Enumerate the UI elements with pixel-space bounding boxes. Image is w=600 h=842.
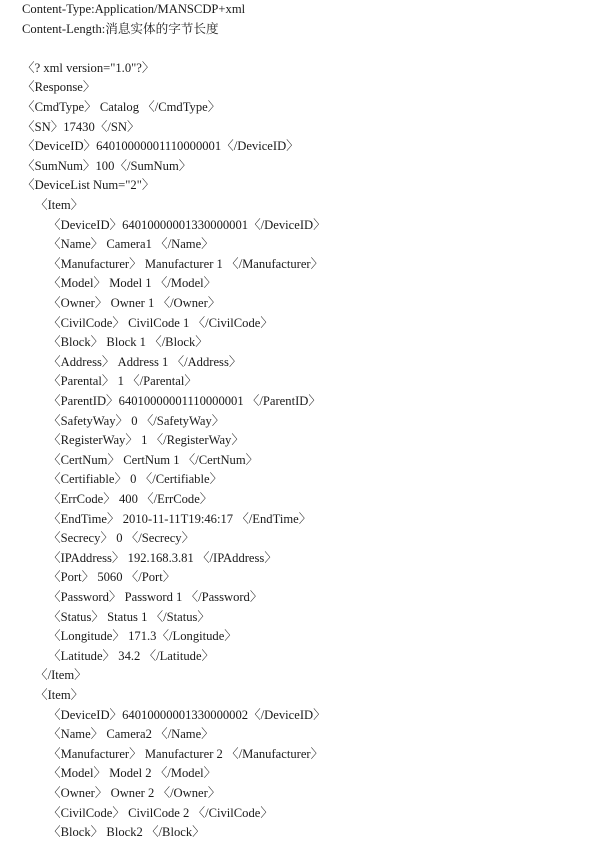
code-line: 〈Model〉 Model 1 〈/Model〉 — [48, 276, 217, 291]
code-line: 〈Certifiable〉 0 〈/Certifiable〉 — [48, 472, 223, 487]
code-line: 〈IPAddress〉 192.168.3.81 〈/IPAddress〉 — [48, 550, 277, 565]
code-line: 〈Address〉 Address 1 〈/Address〉 — [48, 354, 242, 369]
code-line: 〈CmdType〉 Catalog 〈/CmdType〉 — [22, 100, 221, 114]
code-line: 〈DeviceList Num="2"〉 — [22, 178, 155, 193]
code-line: 〈DeviceID〉64010000001110000001〈/DeviceID〉 — [22, 139, 299, 154]
code-line: 〈Item〉 — [35, 198, 84, 212]
code-line: 〈Name〉 Camera2 〈/Name〉 — [48, 727, 214, 742]
code-line: 〈SN〉17430〈/SN〉 — [22, 119, 140, 134]
code-line: 〈Secrecy〉 0 〈/Secrecy〉 — [48, 531, 195, 546]
code-line: 〈ParentID〉64010000001110000001 〈/ParentID〉 — [48, 394, 321, 408]
code-line: 〈Parental〉 1 〈/Parental〉 — [48, 374, 197, 389]
code-line: 〈ErrCode〉 400 〈/ErrCode〉 — [48, 492, 213, 506]
code-line: 〈CertNum〉 CertNum 1 〈/CertNum〉 — [48, 452, 259, 467]
code-line: 〈Latitude〉 34.2 〈/Latitude〉 — [48, 648, 215, 663]
code-line: 〈Manufacturer〉 Manufacturer 1 〈/Manufacturer〉 — [48, 256, 324, 271]
code-line: Content-Type:Application/MANSCDP+xml — [22, 2, 246, 16]
code-line: 〈Block〉 Block 1 〈/Block〉 — [48, 335, 208, 350]
code-line: 〈Model〉 Model 2 〈/Model〉 — [48, 766, 217, 781]
code-line: 〈? xml version="1.0"?〉 — [22, 60, 155, 75]
code-line: Content-Length:消息实体的字节长度 — [22, 21, 219, 36]
code-line: 〈DeviceID〉64010000001330000001〈/DeviceID〉 — [48, 217, 326, 232]
code-line: 〈RegisterWay〉 1 〈/RegisterWay〉 — [48, 433, 244, 448]
code-line: 〈DeviceID〉64010000001330000002〈/DeviceID〉 — [48, 707, 326, 722]
code-line: 〈Status〉 Status 1 〈/Status〉 — [48, 609, 210, 624]
code-line: 〈Item〉 — [35, 688, 84, 702]
code-line: 〈Password〉 Password 1 〈/Password〉 — [48, 590, 263, 604]
code-line: 〈Longitude〉 171.3〈/Longitude〉 — [48, 629, 237, 644]
code-line: 〈Owner〉 Owner 1 〈/Owner〉 — [48, 296, 221, 310]
code-line: 〈Manufacturer〉 Manufacturer 2 〈/Manufacturer〉 — [48, 746, 324, 761]
code-line: 〈/Item〉 — [35, 668, 87, 683]
code-line: 〈CivilCode〉 CivilCode 2 〈/CivilCode〉 — [48, 805, 273, 820]
code-line: 〈Block〉 Block2 〈/Block〉 — [48, 825, 205, 840]
code-line: 〈Name〉 Camera1 〈/Name〉 — [48, 237, 214, 252]
code-line: 〈SafetyWay〉 0 〈/SafetyWay〉 — [48, 413, 225, 428]
code-line: 〈Owner〉 Owner 2 〈/Owner〉 — [48, 786, 221, 800]
code-line: 〈Port〉 5060 〈/Port〉 — [48, 570, 176, 585]
code-line: 〈Response〉 — [22, 80, 96, 95]
code-line: 〈SumNum〉100〈/SumNum〉 — [22, 158, 192, 173]
code-line: 〈EndTime〉 2010-11-11T19:46:17 〈/EndTime〉 — [48, 511, 312, 526]
code-line: 〈CivilCode〉 CivilCode 1 〈/CivilCode〉 — [48, 315, 273, 330]
